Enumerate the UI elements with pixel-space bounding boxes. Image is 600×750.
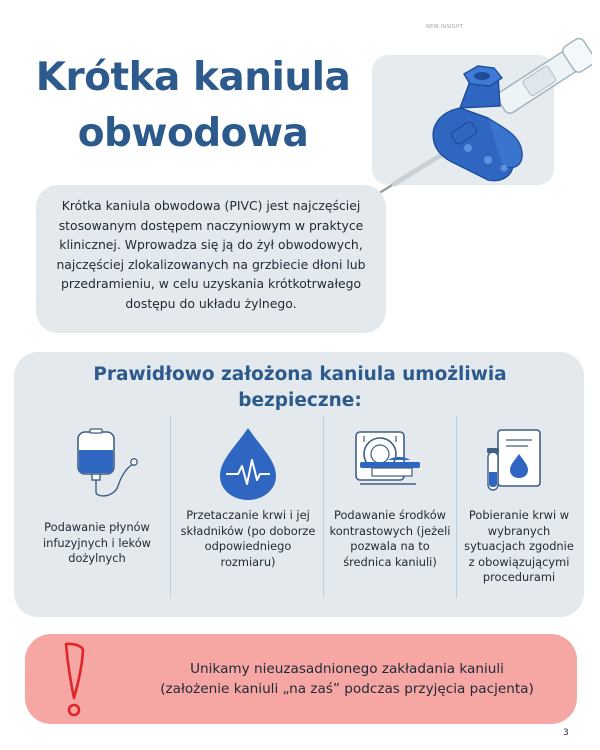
benefit-caption-blood-sampling: Pobieranie krwi w wybranych sytuacjach zgodnie z obowiązującymi procedurami bbox=[464, 508, 574, 585]
intro-text-box: Krótka kaniula obwodowa (PIVC) jest najczęściej stosowanym dostępem naczyniowym w praktyce klinicznej. Wprowadza się ją do żył obwodowych, najczęściej zlokalizowanych na grzbiecie dłoni lub przedramieniu, w celu uzyskania krótkotrwałego dostępu do układu żylnego. bbox=[36, 185, 386, 333]
page-number: 3 bbox=[563, 728, 569, 738]
warning-line-2: (założenie kaniuli „na zaś” podczas przyjęcia pacjenta) bbox=[160, 681, 534, 697]
column-divider bbox=[456, 416, 457, 598]
column-divider bbox=[170, 416, 171, 598]
exclamation-icon bbox=[56, 640, 92, 720]
watermark: NEW·INSIGHT bbox=[426, 24, 464, 30]
benefits-title-line-2: bezpieczne: bbox=[238, 390, 362, 411]
benefits-title bbox=[60, 362, 540, 414]
blood-drop-icon bbox=[210, 424, 286, 502]
mri-scanner-icon bbox=[352, 428, 424, 490]
warning-line-1: Unikamy nieuzasadnionego zakładania kaniuli bbox=[190, 661, 504, 677]
column-divider bbox=[323, 416, 324, 598]
cannula-illustration-icon bbox=[360, 30, 592, 230]
warning-box bbox=[25, 634, 577, 724]
page-title-line-1: Krótka kaniula bbox=[35, 55, 351, 100]
iv-bag-icon bbox=[70, 428, 150, 500]
benefit-caption-transfusion: Przetaczanie krwi i jej składników (po doborze odpowiedniego rozmiaru) bbox=[180, 508, 316, 569]
blood-sample-icon bbox=[484, 426, 550, 494]
benefit-caption-contrast: Podawanie środków kontrastowych (jeżeli pozwala na to średnica kaniuli) bbox=[329, 508, 451, 569]
benefit-caption-infusion: Podawanie płynów infuzyjnych i leków dożylnych bbox=[43, 520, 151, 566]
page-title-line-2: obwodowa bbox=[77, 111, 309, 156]
benefits-title-line-1: Prawidłowo założona kaniula umożliwia bbox=[93, 364, 507, 385]
page-title bbox=[28, 50, 358, 162]
